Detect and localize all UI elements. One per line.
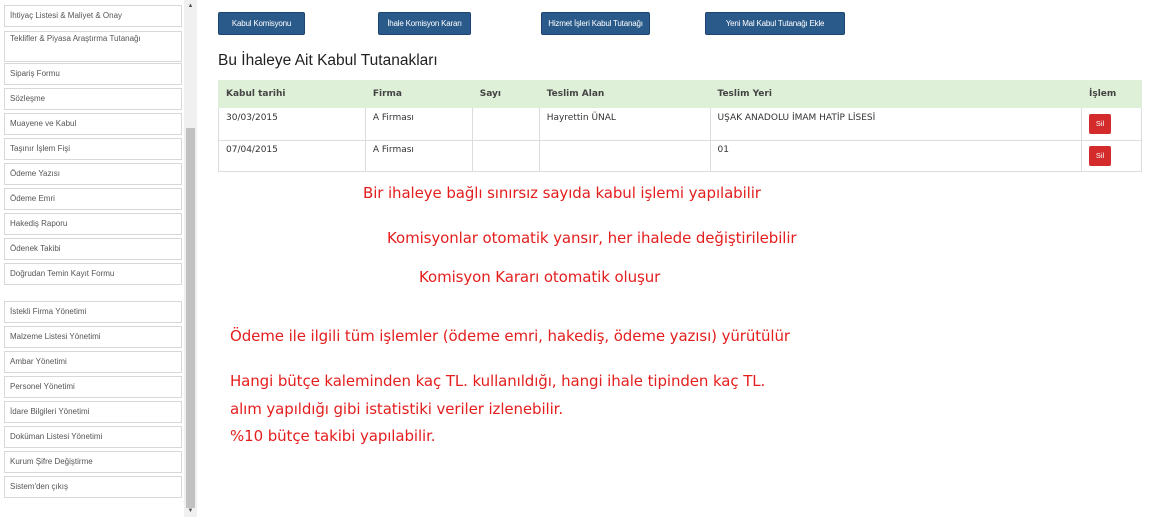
sidebar [0,0,184,517]
cell-teslim-yeri [710,108,1082,141]
cell-text: UŞAK ANADOLU İMAM HATİP LİSESİ [717,113,876,123]
ihale-komisyon-karari-button[interactable]: İhale Komisyon Kararı [378,12,471,35]
cell-text: 07/04/2015 [226,145,278,155]
kabul-tutanaklari-table [218,80,1142,172]
annotation-odeme-islemleri: Ödeme ile ilgili tüm işlemler (ödeme emri, hakediş, ödeme yazısı) yürütülür [230,327,790,345]
annotation-komisyonlar: Komisyonlar otomatik yansır, her ihalede değiştirilebilir [387,229,797,247]
sidebar-item-hakedis-raporu[interactable]: Hakediş Raporu [4,213,182,235]
cell-sayi [472,141,539,172]
scroll-up-arrow-icon[interactable]: ▲ [187,3,194,9]
sidebar-item-ihtiyac-listesi[interactable]: İhtiyaç Listesi & Maliyet & Onay [4,5,182,27]
cell-text: A Firması [372,113,414,123]
column-header-firma[interactable]: Firma [365,81,472,108]
table-row [219,108,1142,141]
yeni-mal-kabul-button[interactable]: Yeni Mal Kabul Tutanağı Ekle [705,12,845,35]
delete-button[interactable]: Sil [1089,114,1111,134]
cell-kabul-tarihi [219,141,366,172]
annotation-butce-kalemi: Hangi bütçe kaleminden kaç TL. kullanıldığı, hangi ihale tipinden kaç TL. [230,372,766,390]
sidebar-item-dokuman-listesi[interactable]: Doküman Listesi Yönetimi [4,426,182,448]
sidebar-item-istekli-firma[interactable]: İstekli Firma Yönetimi [4,301,182,323]
cell-text: A Firması [372,145,414,155]
cell-text: 01 [717,145,729,155]
sidebar-item-siparis-formu[interactable]: Sipariş Formu [4,63,182,85]
annotation-butce-takibi: %10 bütçe takibi yapılabilir. [230,427,436,445]
sidebar-item-idare-bilgileri[interactable]: İdare Bilgileri Yönetimi [4,401,182,423]
column-header-sayi[interactable]: Sayı [472,81,539,108]
column-header-kabul-tarihi[interactable]: Kabul tarihi [219,81,366,108]
sidebar-item-teklifler[interactable]: Teklifler & Piyasa Araştırma Tutanağı [4,31,182,62]
sidebar-item-dogrudan-temin[interactable]: Doğrudan Temin Kayıt Formu [4,263,182,285]
column-header-teslim-alan[interactable]: Teslim Alan [539,81,710,108]
cell-teslim-alan [539,141,710,172]
annotation-komisyon-karari: Komisyon Kararı otomatik oluşur [419,268,661,286]
delete-button[interactable]: Sil [1089,146,1111,166]
sidebar-item-tasinir-islem[interactable]: Taşınır İşlem Fişi [4,138,182,160]
sidebar-item-ambar[interactable]: Ambar Yönetimi [4,351,182,373]
kabul-komisyonu-button[interactable]: Kabul Komisyonu [218,12,305,35]
cell-text: 30/03/2015 [226,113,278,123]
column-header-teslim-yeri[interactable]: Teslim Yeri [710,81,1082,108]
cell-kabul-tarihi [219,108,366,141]
scrollbar-thumb[interactable] [186,128,195,508]
table-row [219,141,1142,172]
section-title: Bu İhaleye Ait Kabul Tutanakları [218,52,438,69]
sidebar-item-muayene-kabul[interactable]: Muayene ve Kabul [4,113,182,135]
sidebar-item-odenek-takibi[interactable]: Ödenek Takibi [4,238,182,260]
cell-firma [365,108,472,141]
sidebar-item-sistemden-cikis[interactable]: Sistem'den çıkış [4,476,182,498]
sidebar-scrollbar[interactable] [184,0,197,517]
cell-teslim-yeri [710,141,1082,172]
table-header-row [219,81,1142,108]
annotation-istatistik: alım yapıldığı gibi istatistiki veriler izlenebilir. [230,400,564,418]
sidebar-item-sozlesme[interactable]: Sözleşme [4,88,182,110]
scroll-down-arrow-icon[interactable]: ▼ [187,508,194,514]
cell-islem [1082,141,1142,172]
sidebar-item-personel[interactable]: Personel Yönetimi [4,376,182,398]
column-header-islem: İşlem [1082,81,1142,108]
sidebar-item-malzeme-listesi[interactable]: Malzeme Listesi Yönetimi [4,326,182,348]
annotation-unlimited-kabul: Bir ihaleye bağlı sınırsız sayıda kabul işlemi yapılabilir [363,184,761,202]
cell-text: Hayrettin ÜNAL [546,113,616,123]
sidebar-item-odeme-emri[interactable]: Ödeme Emri [4,188,182,210]
hizmet-isleri-kabul-button[interactable]: Hizmet İşleri Kabul Tutanağı [541,12,650,35]
sidebar-item-kurum-sifre[interactable]: Kurum Şifre Değiştirme [4,451,182,473]
cell-teslim-alan [539,108,710,141]
cell-sayi [472,108,539,141]
cell-islem [1082,108,1142,141]
sidebar-item-odeme-yazisi[interactable]: Ödeme Yazısı [4,163,182,185]
cell-firma [365,141,472,172]
